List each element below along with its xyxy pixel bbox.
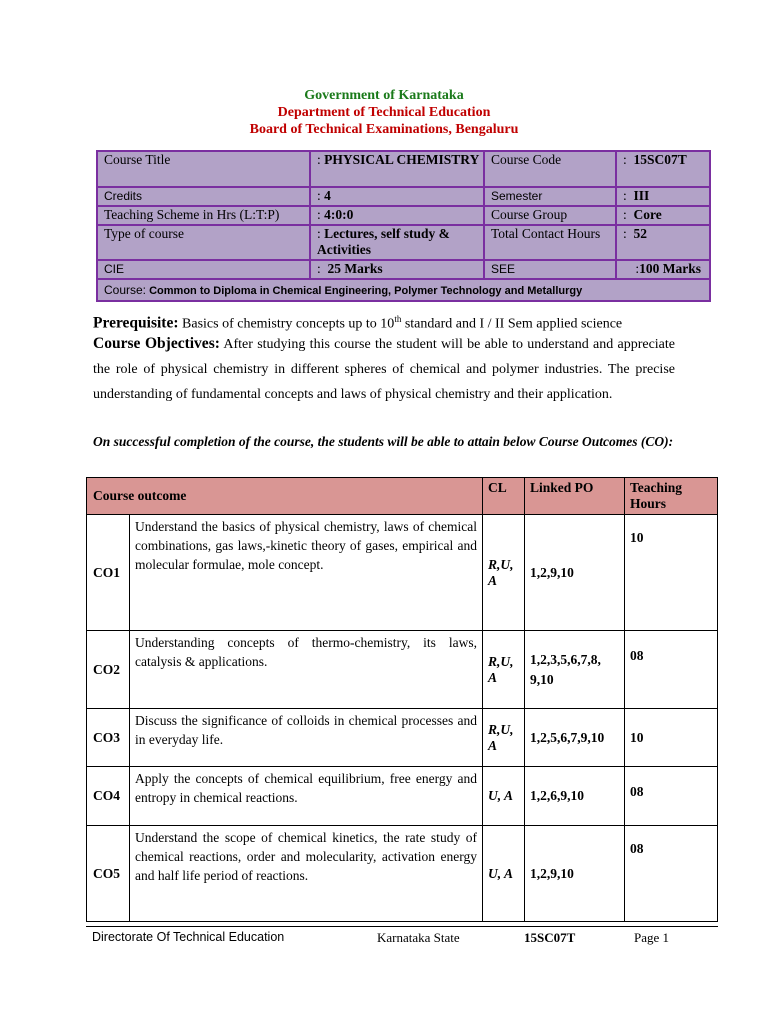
table-row	[87, 631, 718, 709]
co-hours: 08	[625, 631, 718, 709]
header-department: Department of Technical Education	[277, 105, 491, 120]
co-description: Discuss the significance of colloids in chemical processes and in everyday life.	[130, 709, 483, 767]
co-id: CO3	[87, 709, 130, 767]
course-code-label: Course Code	[484, 151, 616, 187]
co-description: Understand the basics of physical chemistry, laws of chemical combinations, gas laws,-kinetic theory of gases, empirical and molecular formulae, mole concept.	[130, 515, 483, 631]
course-note-label: Course:	[104, 283, 147, 297]
co-id: CO4	[87, 767, 130, 826]
prerequisite-text: Basics of chemistry concepts up to 10	[182, 316, 395, 332]
course-title-label: Course Title	[97, 151, 310, 187]
co-cl: R,U, A	[483, 515, 525, 631]
see-value: 100 Marks	[639, 261, 701, 276]
co-linked-po: 1,2,9,10	[525, 826, 625, 922]
objectives-text: After studying this course the student will be able to understand and appreciate the role of physical chemistry in different spheres of chemical and polymer industries. The precise understanding of fundamental concepts and laws of physical chemistry and their application.	[93, 337, 675, 402]
objectives-label: Course Objectives:	[93, 335, 220, 352]
co-id: CO5	[87, 826, 130, 922]
footer-state: Karnataka State	[377, 930, 460, 945]
co-linked-po: 1,2,9,10	[525, 515, 625, 631]
co-hours: 08	[625, 826, 718, 922]
course-code-value: 15SC07T	[633, 152, 687, 167]
co-id: CO2	[87, 631, 130, 709]
total-contact-hours-value: 52	[633, 226, 648, 241]
prerequisite-superscript: th	[394, 314, 402, 324]
footer-course-code: 15SC07T	[524, 930, 576, 945]
total-contact-hours-label: Total Contact Hours	[484, 225, 616, 260]
semester-label: Semester	[484, 187, 616, 206]
cl-header: CL	[483, 478, 525, 515]
header-government: Government of Karnataka	[304, 88, 464, 103]
type-of-course-value: Lectures, self study & Activities	[317, 226, 450, 257]
co-linked-po: 1,2,5,6,7,9,10	[525, 709, 625, 767]
co-linked-po: 1,2,3,5,6,7,8, 9,10	[525, 631, 625, 709]
footer-page-number: Page 1	[634, 930, 670, 945]
prerequisite-text-after: standard and I / II Sem applied science	[401, 316, 623, 332]
cie-value: 25 Marks	[327, 261, 383, 276]
course-group-value: Core	[633, 207, 662, 222]
objectives-paragraph	[93, 331, 675, 407]
table-row	[87, 826, 718, 922]
page-footer	[92, 930, 678, 948]
co-id: CO1	[87, 515, 130, 631]
co-cl: R,U, A	[483, 631, 525, 709]
footer-divider	[86, 926, 718, 927]
credits-value: 4	[324, 188, 331, 203]
co-hours: 10	[625, 515, 718, 631]
course-info-table: Course Title : PHYSICAL CHEMISTRY Course Code : 15SC07T Credits : 4 Semester : III Teaching Scheme in Hrs (L:T:P) : 4:0:0 Course Group : Core Type of course : Lectures, self study & Activities Total Contact Hours : 52 CIE : 25 Marks SEE :100 Marks Course: Common to Diploma in Chemical Engineering, Polymer Technology and Metallurgy	[96, 150, 711, 302]
cie-label: CIE	[97, 260, 310, 279]
prerequisite-label: Prerequisite:	[93, 314, 179, 332]
co-cl: R,U, A	[483, 709, 525, 767]
teaching-scheme-label: Teaching Scheme in Hrs (L:T:P)	[97, 206, 310, 225]
co-header-row	[87, 478, 718, 515]
footer-directorate: Directorate Of Technical Education	[92, 930, 285, 944]
type-of-course-label: Type of course	[97, 225, 310, 260]
co-description: Understanding concepts of thermo-chemistry, its laws, catalysis & applications.	[130, 631, 483, 709]
credits-label: Credits	[97, 187, 310, 206]
course-group-label: Course Group	[484, 206, 616, 225]
linked-po-header: Linked PO	[525, 478, 625, 515]
course-outcome-table	[86, 477, 718, 922]
co-linked-po: 1,2,6,9,10	[525, 767, 625, 826]
semester-value: III	[633, 188, 650, 203]
outcomes-intro: On successful completion of the course, the students will be able to attain below Course Outcomes (CO):	[93, 434, 674, 449]
teaching-scheme-value: 4:0:0	[324, 207, 354, 222]
course-note-text: Common to Diploma in Chemical Engineering, Polymer Technology and Metallurgy	[149, 285, 583, 297]
co-cl: U, A	[483, 826, 525, 922]
co-hours: 10	[625, 709, 718, 767]
teaching-hours-header: Teaching Hours	[625, 478, 718, 515]
co-description: Understand the scope of chemical kinetics, the rate study of chemical reactions, order and molecularity, activation energy and half life period of reactions.	[130, 826, 483, 922]
header-board: Board of Technical Examinations, Bengaluru	[249, 122, 519, 137]
table-row	[87, 767, 718, 826]
table-row	[87, 709, 718, 767]
co-hours: 08	[625, 767, 718, 826]
see-label: SEE	[484, 260, 616, 279]
table-row	[87, 515, 718, 631]
course-applicability	[97, 279, 710, 301]
co-cl: U, A	[483, 767, 525, 826]
course-outcome-header: Course outcome	[87, 478, 483, 515]
course-title-value: PHYSICAL CHEMISTRY	[324, 152, 480, 167]
co-description: Apply the concepts of chemical equilibrium, free energy and entropy in chemical reactions.	[130, 767, 483, 826]
